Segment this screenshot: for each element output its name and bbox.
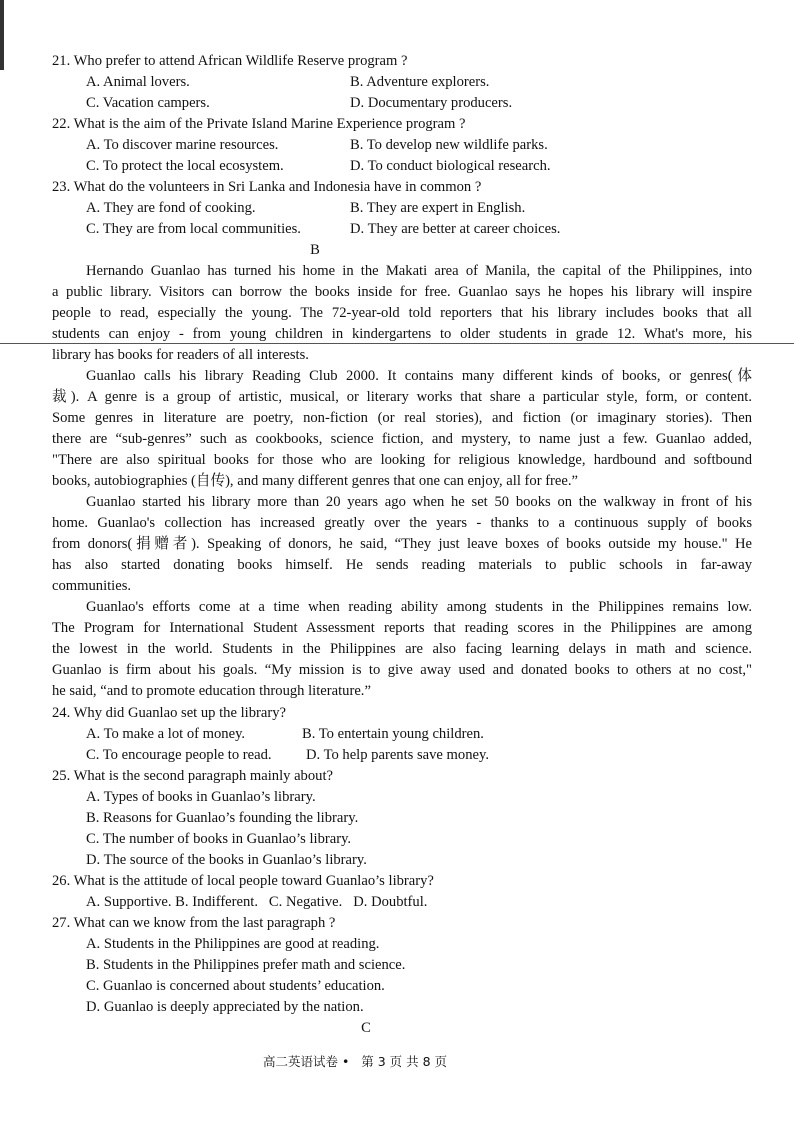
- q26-stem: 26. What is the attitude of local people toward Guanlao’s library?: [52, 873, 434, 889]
- q21-stem: 21. Who prefer to attend African Wildlife Reserve program ?: [52, 53, 408, 69]
- q22-option-c: C. To protect the local ecosystem.: [86, 158, 284, 174]
- p1-line: library has books for readers of all interests.: [52, 347, 309, 363]
- p1-line: people to read, especially the young. The 72-year-old told reporters that his library includes books that all: [52, 305, 752, 321]
- q23-option-d: D. They are better at career choices.: [350, 221, 561, 237]
- p3-line: from donors(捐赠者). Speaking of donors, he said, “They just leave boxes of books outside my house." He: [52, 536, 752, 552]
- q24-option-b: B. To entertain young children.: [302, 726, 484, 742]
- q25-option-c: C. The number of books in Guanlao’s library.: [86, 831, 352, 847]
- p4-line: Guanlao is firm about his goals. “My mission is to give away used and donated books to others at no cost,": [52, 662, 752, 678]
- p3-line: has also started donating books himself. He sends reading materials to public schools in far-away: [52, 557, 752, 573]
- q25-option-d: D. The source of the books in Guanlao’s library.: [86, 852, 367, 868]
- section-b-heading: B: [310, 242, 320, 258]
- p4-line: Guanlao's efforts come at a time when reading ability among students in the Philippines remains low.: [86, 599, 752, 615]
- p3-line: home. Guanlao's collection has increased greatly over the years - thanks to a continuous supply of books: [52, 515, 752, 531]
- scan-edge-mark: [0, 0, 4, 70]
- section-c-heading: C: [361, 1020, 371, 1036]
- q21-option-d: D. Documentary producers.: [350, 95, 513, 111]
- q23-stem: 23. What do the volunteers in Sri Lanka and Indonesia have in common ?: [52, 179, 482, 195]
- p2-line: books, autobiographies (自传), and many different genres that one can enjoy, all for free.”: [52, 473, 579, 489]
- scan-fold-line: [0, 343, 794, 344]
- p2-line: "There are also spiritual books for those who are looking for religious knowledge, hardbound and softbound: [52, 452, 752, 468]
- q27-option-b: B. Students in the Philippines prefer math and science.: [86, 957, 406, 973]
- p1-line: students can enjoy - from young children in kindergartens to older students in grade 12. What's more, his: [52, 326, 752, 342]
- q21-option-c: C. Vacation campers.: [86, 95, 210, 111]
- q22-option-b: B. To develop new wildlife parks.: [350, 137, 548, 153]
- q24-option-d: D. To help parents save money.: [306, 747, 489, 763]
- q26-options: A. Supportive. B. Indifferent. C. Negative. D. Doubtful.: [86, 894, 428, 910]
- q23-option-a: A. They are fond of cooking.: [86, 200, 256, 216]
- q21-option-a: A. Animal lovers.: [86, 74, 190, 90]
- p1-line: a public library. Visitors can borrow the books inside for free. Guanlao says he hopes his library will inspire: [52, 284, 752, 300]
- p2-line: there are “sub-genres” such as cookbooks, science fiction, and mystery, to name just a few. Guanlao added,: [52, 431, 752, 447]
- q22-option-d: D. To conduct biological research.: [350, 158, 551, 174]
- q23-option-b: B. They are expert in English.: [350, 200, 526, 216]
- q25-option-b: B. Reasons for Guanlao’s founding the library.: [86, 810, 359, 826]
- q24-option-c: C. To encourage people to read.: [86, 747, 272, 763]
- p3-line: communities.: [52, 578, 132, 594]
- p4-line: the lowest in the world. Students in the Philippines are also facing learning delays in math and science.: [52, 641, 752, 657]
- p1-line: Hernando Guanlao has turned his home in the Makati area of Manila, the capital of the Philippines, into: [86, 263, 752, 279]
- p2-line: Guanlao calls his library Reading Club 2000. It contains many different kinds of books, or genres(体: [86, 368, 752, 384]
- q23-option-c: C. They are from local communities.: [86, 221, 301, 237]
- q25-stem: 25. What is the second paragraph mainly about?: [52, 768, 333, 784]
- q27-option-c: C. Guanlao is concerned about students’ education.: [86, 978, 385, 994]
- q25-option-a: A. Types of books in Guanlao’s library.: [86, 789, 316, 805]
- p3-line: Guanlao started his library more than 20 years ago when he set 50 books on the walkway in front of his: [86, 494, 752, 510]
- q27-option-d: D. Guanlao is deeply appreciated by the nation.: [86, 999, 364, 1015]
- q22-stem: 22. What is the aim of the Private Island Marine Experience program ?: [52, 116, 466, 132]
- p4-line: The Program for International Student Assessment reports that reading scores in the Philippines are among: [52, 620, 752, 636]
- page-footer: 高二英语试卷 • 第 3 页 共 8 页: [262, 1054, 448, 1069]
- q27-option-a: A. Students in the Philippines are good at reading.: [86, 936, 380, 952]
- q22-option-a: A. To discover marine resources.: [86, 137, 279, 153]
- q24-stem: 24. Why did Guanlao set up the library?: [52, 705, 286, 721]
- p4-line: he said, “and to promote education through literature.”: [52, 683, 371, 699]
- q21-option-b: B. Adventure explorers.: [350, 74, 490, 90]
- p2-line: Some genres in literature are poetry, non-fiction (or real stories), and fiction (or imaginary stories). Then: [52, 410, 752, 426]
- p2-line: 裁). A genre is a group of artistic, musical, or literary works that share a particular style, form, or content.: [52, 389, 752, 405]
- q27-stem: 27. What can we know from the last paragraph ?: [52, 915, 336, 931]
- q24-option-a: A. To make a lot of money.: [86, 726, 246, 742]
